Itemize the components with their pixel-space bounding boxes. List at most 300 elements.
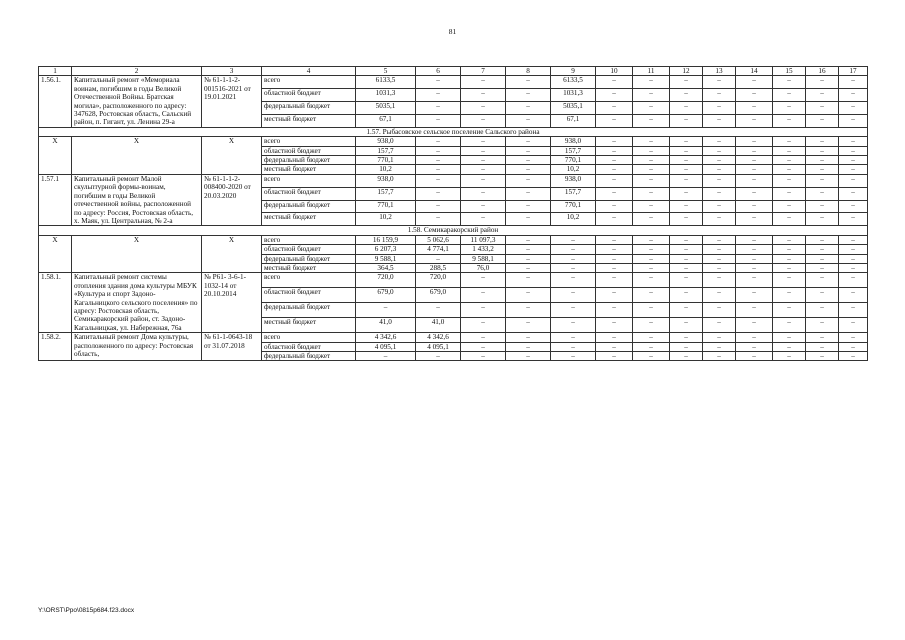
value-cell: 157,7 xyxy=(356,146,416,155)
value-cell: – xyxy=(736,137,773,146)
value-cell: – xyxy=(506,303,551,318)
value-cell: – xyxy=(736,89,773,102)
value-cell: – xyxy=(670,102,703,115)
budget-source-label: местный бюджет xyxy=(262,114,356,127)
value-cell: 4 774,1 xyxy=(416,245,461,254)
value-cell: 1 433,2 xyxy=(461,245,506,254)
value-cell: – xyxy=(806,352,839,361)
value-cell: – xyxy=(461,288,506,303)
value-cell: – xyxy=(773,114,806,127)
value-cell: – xyxy=(670,288,703,303)
value-cell: – xyxy=(506,114,551,127)
value-cell: – xyxy=(703,263,736,272)
value-cell: – xyxy=(806,165,839,174)
value-cell: 938,0 xyxy=(551,137,596,146)
budget-table xyxy=(38,66,868,361)
value-cell: – xyxy=(773,342,806,351)
value-cell: – xyxy=(736,76,773,89)
value-cell: – xyxy=(703,303,736,318)
value-cell: – xyxy=(670,114,703,127)
value-cell: – xyxy=(506,146,551,155)
item-no-cell: 1.58.1. xyxy=(39,273,72,333)
value-cell: – xyxy=(703,352,736,361)
item-name-cell: Капитальный ремонт «Мемориала воинам, погибшим в годы Великой Отечественной Войны. Братская могила», расположенного по адресу: 347628, Ростовская область, Сальский район, п. Гигант, ул. Ленина 29-а xyxy=(72,76,202,127)
value-cell: – xyxy=(596,102,633,115)
value-cell: – xyxy=(551,352,596,361)
value-cell: – xyxy=(416,352,461,361)
value-cell: – xyxy=(506,102,551,115)
value-cell: – xyxy=(670,146,703,155)
item-doc-cell: X xyxy=(202,235,262,273)
value-cell: – xyxy=(839,273,868,288)
budget-source-label: всего xyxy=(262,76,356,89)
value-cell: – xyxy=(703,342,736,351)
value-cell: – xyxy=(461,89,506,102)
section-title: 1.57. Рыбасовское сельское поселение Сальского района xyxy=(39,127,868,136)
value-cell: 10,2 xyxy=(356,165,416,174)
value-cell: – xyxy=(551,263,596,272)
value-cell: – xyxy=(356,303,416,318)
value-cell: – xyxy=(670,76,703,89)
value-cell: 4 342,6 xyxy=(356,333,416,342)
budget-source-label: всего xyxy=(262,235,356,244)
value-cell: 5035,1 xyxy=(551,102,596,115)
value-cell: – xyxy=(736,165,773,174)
budget-source-label: федеральный бюджет xyxy=(262,156,356,165)
item-doc-cell: № 61-1-0643-18 от 31.07.2018 xyxy=(202,333,262,361)
value-cell: – xyxy=(736,303,773,318)
column-header: 11 xyxy=(633,67,670,76)
table-row xyxy=(39,333,868,342)
value-cell: – xyxy=(773,89,806,102)
item-no-cell: X xyxy=(39,235,72,273)
value-cell: – xyxy=(633,303,670,318)
value-cell: – xyxy=(773,174,806,187)
value-cell: – xyxy=(736,254,773,263)
value-cell: – xyxy=(596,352,633,361)
value-cell: – xyxy=(773,187,806,200)
value-cell: 10,2 xyxy=(551,165,596,174)
value-cell: – xyxy=(670,352,703,361)
value-cell: – xyxy=(736,187,773,200)
value-cell: – xyxy=(551,303,596,318)
value-cell: – xyxy=(703,174,736,187)
value-cell: – xyxy=(806,213,839,226)
item-name-cell: Капитальный ремонт системы отопления здания дома культуры МБУК «Культура и спорт Задоно-Кагальницкого сельского поселения» по адресу: Ростовская область, Семикаракорский район, ст. Задоно-Кагальницкая, ул. Набережная, 76а xyxy=(72,273,202,333)
value-cell: – xyxy=(596,200,633,213)
value-cell: – xyxy=(416,137,461,146)
table-row xyxy=(39,273,868,288)
value-cell: – xyxy=(670,174,703,187)
budget-source-label: всего xyxy=(262,174,356,187)
value-cell: – xyxy=(551,254,596,263)
value-cell: – xyxy=(703,114,736,127)
value-cell: – xyxy=(551,342,596,351)
value-cell: – xyxy=(839,76,868,89)
value-cell: – xyxy=(416,174,461,187)
value-cell: 10,2 xyxy=(551,213,596,226)
budget-source-label: местный бюджет xyxy=(262,213,356,226)
column-header: 5 xyxy=(356,67,416,76)
value-cell: 938,0 xyxy=(551,174,596,187)
value-cell: – xyxy=(806,114,839,127)
budget-source-label: федеральный бюджет xyxy=(262,352,356,361)
column-header: 4 xyxy=(262,67,356,76)
value-cell: – xyxy=(551,235,596,244)
value-cell: – xyxy=(806,235,839,244)
value-cell: – xyxy=(703,213,736,226)
value-cell: 720,0 xyxy=(416,273,461,288)
value-cell: – xyxy=(633,352,670,361)
value-cell: 11 097,3 xyxy=(461,235,506,244)
table-row xyxy=(39,76,868,89)
value-cell: – xyxy=(703,156,736,165)
value-cell: – xyxy=(596,114,633,127)
budget-source-label: областной бюджет xyxy=(262,146,356,155)
value-cell: – xyxy=(839,245,868,254)
value-cell: – xyxy=(461,156,506,165)
value-cell: – xyxy=(633,288,670,303)
value-cell: – xyxy=(806,102,839,115)
value-cell: – xyxy=(670,156,703,165)
value-cell: 679,0 xyxy=(416,288,461,303)
value-cell: – xyxy=(551,288,596,303)
value-cell: – xyxy=(506,342,551,351)
value-cell: – xyxy=(506,254,551,263)
value-cell: – xyxy=(416,165,461,174)
value-cell: – xyxy=(806,303,839,318)
budget-source-label: всего xyxy=(262,333,356,342)
value-cell: – xyxy=(839,352,868,361)
value-cell: – xyxy=(806,333,839,342)
value-cell: – xyxy=(703,235,736,244)
value-cell: 157,7 xyxy=(551,146,596,155)
value-cell: – xyxy=(839,165,868,174)
value-cell: – xyxy=(773,303,806,318)
value-cell: – xyxy=(633,200,670,213)
value-cell: – xyxy=(773,213,806,226)
budget-source-label: местный бюджет xyxy=(262,165,356,174)
value-cell: – xyxy=(773,137,806,146)
value-cell: – xyxy=(461,146,506,155)
value-cell: – xyxy=(596,333,633,342)
value-cell: – xyxy=(633,235,670,244)
value-cell: – xyxy=(506,288,551,303)
value-cell: – xyxy=(416,146,461,155)
value-cell: 9 588,1 xyxy=(461,254,506,263)
value-cell: – xyxy=(596,156,633,165)
value-cell: – xyxy=(736,318,773,333)
value-cell: – xyxy=(506,245,551,254)
value-cell: – xyxy=(839,254,868,263)
value-cell: – xyxy=(703,137,736,146)
value-cell: – xyxy=(806,76,839,89)
budget-source-label: федеральный бюджет xyxy=(262,200,356,213)
value-cell: – xyxy=(839,318,868,333)
value-cell: – xyxy=(670,333,703,342)
value-cell: – xyxy=(596,273,633,288)
value-cell: – xyxy=(773,146,806,155)
value-cell: – xyxy=(596,342,633,351)
value-cell: – xyxy=(670,245,703,254)
budget-source-label: местный бюджет xyxy=(262,318,356,333)
value-cell: – xyxy=(596,137,633,146)
value-cell: – xyxy=(506,213,551,226)
budget-source-label: федеральный бюджет xyxy=(262,254,356,263)
item-no-cell: 1.56.1. xyxy=(39,76,72,127)
value-cell: – xyxy=(416,114,461,127)
table-row xyxy=(39,235,868,244)
value-cell: – xyxy=(806,200,839,213)
value-cell: – xyxy=(670,89,703,102)
value-cell: – xyxy=(461,333,506,342)
value-cell: – xyxy=(670,235,703,244)
value-cell: – xyxy=(596,254,633,263)
value-cell: – xyxy=(596,187,633,200)
column-header: 8 xyxy=(506,67,551,76)
value-cell: – xyxy=(703,102,736,115)
value-cell: – xyxy=(703,318,736,333)
section-row xyxy=(39,127,868,136)
value-cell: – xyxy=(736,263,773,272)
value-cell: – xyxy=(461,174,506,187)
value-cell: – xyxy=(806,245,839,254)
value-cell: – xyxy=(506,235,551,244)
value-cell: – xyxy=(633,263,670,272)
value-cell: – xyxy=(506,137,551,146)
value-cell: – xyxy=(703,245,736,254)
value-cell: – xyxy=(736,102,773,115)
value-cell: 67,1 xyxy=(551,114,596,127)
column-header: 9 xyxy=(551,67,596,76)
budget-source-label: местный бюджет xyxy=(262,263,356,272)
section-title: 1.58. Семикаракорский район xyxy=(39,226,868,235)
value-cell: – xyxy=(703,254,736,263)
value-cell: – xyxy=(633,318,670,333)
column-header: 12 xyxy=(670,67,703,76)
item-name-cell: X xyxy=(72,137,202,175)
value-cell: – xyxy=(670,200,703,213)
value-cell: – xyxy=(806,254,839,263)
value-cell: – xyxy=(416,254,461,263)
value-cell: – xyxy=(670,263,703,272)
value-cell: – xyxy=(633,146,670,155)
value-cell: – xyxy=(633,76,670,89)
value-cell: – xyxy=(551,273,596,288)
value-cell: 679,0 xyxy=(356,288,416,303)
value-cell: – xyxy=(670,254,703,263)
item-name-cell: Капитальный ремонт Дома культуры, расположенного по адресу: Ростовская область, xyxy=(72,333,202,361)
value-cell: – xyxy=(773,76,806,89)
value-cell: – xyxy=(633,89,670,102)
table-row xyxy=(39,137,868,146)
value-cell: – xyxy=(633,102,670,115)
value-cell: 770,1 xyxy=(356,200,416,213)
value-cell: – xyxy=(806,273,839,288)
value-cell: 770,1 xyxy=(356,156,416,165)
value-cell: 16 159,9 xyxy=(356,235,416,244)
header-row xyxy=(39,67,868,76)
value-cell: – xyxy=(596,318,633,333)
value-cell: – xyxy=(806,137,839,146)
item-doc-cell: X xyxy=(202,137,262,175)
value-cell: – xyxy=(551,333,596,342)
value-cell: – xyxy=(773,156,806,165)
value-cell: – xyxy=(736,333,773,342)
value-cell: – xyxy=(839,174,868,187)
value-cell: – xyxy=(839,333,868,342)
value-cell: – xyxy=(670,342,703,351)
value-cell: 4 095,1 xyxy=(416,342,461,351)
column-header: 3 xyxy=(202,67,262,76)
value-cell: 41,0 xyxy=(356,318,416,333)
value-cell: 4 095,1 xyxy=(356,342,416,351)
value-cell: 6133,5 xyxy=(551,76,596,89)
value-cell: 288,5 xyxy=(416,263,461,272)
column-header: 14 xyxy=(736,67,773,76)
value-cell: – xyxy=(461,76,506,89)
value-cell: 9 588,1 xyxy=(356,254,416,263)
value-cell: – xyxy=(596,76,633,89)
column-header: 17 xyxy=(839,67,868,76)
value-cell: – xyxy=(506,156,551,165)
value-cell: – xyxy=(773,102,806,115)
value-cell: – xyxy=(506,263,551,272)
column-header: 16 xyxy=(806,67,839,76)
value-cell: – xyxy=(839,303,868,318)
column-header: 15 xyxy=(773,67,806,76)
column-header: 2 xyxy=(72,67,202,76)
value-cell: 67,1 xyxy=(356,114,416,127)
value-cell: – xyxy=(736,342,773,351)
value-cell: – xyxy=(703,200,736,213)
value-cell: – xyxy=(551,318,596,333)
value-cell: – xyxy=(596,213,633,226)
value-cell: – xyxy=(839,156,868,165)
value-cell: – xyxy=(703,273,736,288)
value-cell: – xyxy=(596,245,633,254)
table-row xyxy=(39,174,868,187)
value-cell: – xyxy=(839,342,868,351)
column-header: 10 xyxy=(596,67,633,76)
value-cell: – xyxy=(633,187,670,200)
value-cell: 364,5 xyxy=(356,263,416,272)
value-cell: – xyxy=(461,213,506,226)
value-cell: – xyxy=(670,187,703,200)
value-cell: – xyxy=(773,235,806,244)
value-cell: 41,0 xyxy=(416,318,461,333)
value-cell: – xyxy=(773,263,806,272)
column-header: 1 xyxy=(39,67,72,76)
value-cell: – xyxy=(806,263,839,272)
value-cell: – xyxy=(703,146,736,155)
value-cell: 76,0 xyxy=(461,263,506,272)
value-cell: – xyxy=(703,76,736,89)
value-cell: – xyxy=(839,114,868,127)
value-cell: – xyxy=(670,318,703,333)
value-cell: – xyxy=(461,273,506,288)
budget-source-label: федеральный бюджет xyxy=(262,303,356,318)
value-cell: – xyxy=(506,89,551,102)
value-cell: – xyxy=(416,187,461,200)
value-cell: – xyxy=(416,303,461,318)
value-cell: – xyxy=(670,273,703,288)
value-cell: – xyxy=(416,76,461,89)
value-cell: – xyxy=(736,352,773,361)
value-cell: – xyxy=(416,102,461,115)
value-cell: – xyxy=(736,213,773,226)
value-cell: – xyxy=(596,165,633,174)
value-cell: 1031,3 xyxy=(551,89,596,102)
value-cell: – xyxy=(596,89,633,102)
value-cell: – xyxy=(839,89,868,102)
item-doc-cell: № 61-1-1-2-008400-2020 от 20.03.2020 xyxy=(202,174,262,225)
value-cell: – xyxy=(461,318,506,333)
item-doc-cell: № Р61- 3-6-1-1032-14 от 20.10.2014 xyxy=(202,273,262,333)
value-cell: – xyxy=(356,352,416,361)
budget-source-label: областной бюджет xyxy=(262,288,356,303)
value-cell: – xyxy=(506,187,551,200)
value-cell: – xyxy=(736,114,773,127)
value-cell: – xyxy=(596,303,633,318)
value-cell: – xyxy=(703,187,736,200)
value-cell: 6 207,3 xyxy=(356,245,416,254)
value-cell: – xyxy=(806,187,839,200)
value-cell: – xyxy=(461,165,506,174)
value-cell: – xyxy=(839,137,868,146)
value-cell: – xyxy=(736,156,773,165)
file-path-footer: Y:\ORST\Ppo\0815p684.f23.docx xyxy=(38,607,135,614)
item-doc-cell: № 61-1-1-2-001516-2021 от 19.01.2021 xyxy=(202,76,262,127)
value-cell: – xyxy=(773,254,806,263)
value-cell: – xyxy=(806,318,839,333)
budget-source-label: областной бюджет xyxy=(262,187,356,200)
value-cell: – xyxy=(736,200,773,213)
value-cell: – xyxy=(773,288,806,303)
value-cell: – xyxy=(773,245,806,254)
page-number: 81 xyxy=(448,27,457,36)
value-cell: – xyxy=(806,342,839,351)
value-cell: – xyxy=(839,102,868,115)
value-cell: – xyxy=(416,89,461,102)
value-cell: – xyxy=(506,352,551,361)
value-cell: – xyxy=(596,263,633,272)
value-cell: 770,1 xyxy=(551,156,596,165)
value-cell: – xyxy=(596,174,633,187)
value-cell: – xyxy=(461,114,506,127)
value-cell: – xyxy=(416,156,461,165)
value-cell: – xyxy=(506,76,551,89)
budget-source-label: федеральный бюджет xyxy=(262,102,356,115)
value-cell: – xyxy=(806,288,839,303)
value-cell: – xyxy=(633,254,670,263)
value-cell: 6133,5 xyxy=(356,76,416,89)
section-row xyxy=(39,226,868,235)
value-cell: – xyxy=(596,235,633,244)
column-header: 13 xyxy=(703,67,736,76)
value-cell: – xyxy=(506,200,551,213)
value-cell: – xyxy=(461,200,506,213)
value-cell: 4 342,6 xyxy=(416,333,461,342)
value-cell: – xyxy=(633,273,670,288)
value-cell: – xyxy=(633,114,670,127)
value-cell: – xyxy=(839,235,868,244)
table-body xyxy=(39,67,868,361)
value-cell: 10,2 xyxy=(356,213,416,226)
value-cell: – xyxy=(506,174,551,187)
value-cell: – xyxy=(633,137,670,146)
value-cell: – xyxy=(736,235,773,244)
